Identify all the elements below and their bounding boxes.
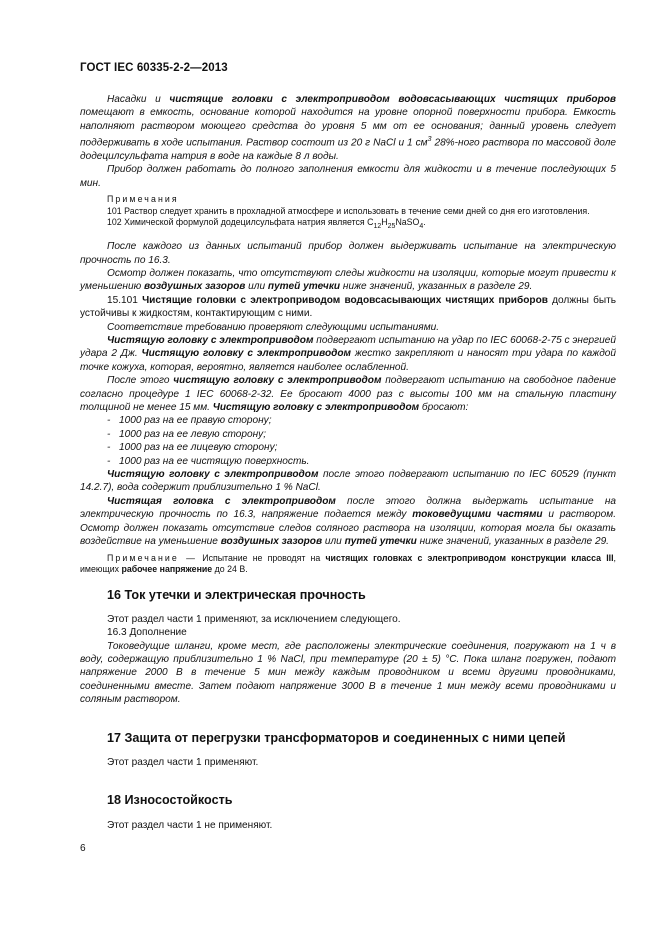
text: помещают в емкость, основание которой находится на уровне опорной поверхности прибора. Емкость наполняют раствором моющего средства до уровня 5 мм от ее основания; данный уровень следует поддерживать в ходе испытания. Раствор состоит из 20 г NaCl и 1 см — [80, 107, 616, 149]
list-item — [80, 441, 616, 454]
text: Насадки и — [107, 94, 170, 105]
list-item — [80, 414, 616, 427]
term: Чистящая головка с электроприводом — [107, 495, 336, 507]
subscript: 25 — [387, 222, 396, 230]
text: или — [245, 281, 268, 293]
paragraph-electric-strength — [80, 495, 616, 549]
clause-15-101 — [80, 294, 616, 321]
text: после этого должна выдержать испытание на электрическую прочность по 16.3, напряжение подается между — [80, 495, 616, 521]
page-body — [80, 93, 616, 832]
term: Чистящую головку с электроприводом — [141, 348, 351, 360]
dash: - — [107, 428, 111, 440]
clause-16-3: 16.3 Дополнение — [107, 627, 187, 639]
term: Чистящую головку с электроприводом — [107, 335, 314, 347]
paragraph-inspection — [80, 267, 616, 294]
notes-title: Примечания — [107, 194, 179, 205]
text: ниже значений, указанных в разделе 29. — [340, 281, 533, 293]
section-17-text: Этот раздел части 1 применяют. — [107, 756, 259, 768]
text: , имеющих — [80, 552, 616, 574]
text: проводниками и соляным раствором. — [80, 680, 616, 706]
term: Чистящую головку с электроприводом — [107, 469, 319, 481]
page-number: 6 — [80, 843, 86, 854]
term: путей утечки — [267, 281, 341, 293]
list-item — [80, 428, 616, 441]
standard-header: ГОСТ IEC 60335-2-2—2013 — [80, 62, 228, 74]
dash: - — [107, 415, 111, 427]
term: рабочее напряжение — [121, 563, 213, 574]
list-item — [80, 455, 616, 468]
text: подвергают испытанию на удар по IEC 60068-2-75 с энергией удара 2 Дж. — [80, 335, 616, 360]
text: Токоведущие шланги, кроме мест, где расположены электрические соединения, погружают на 1 ч в воду, содержащую приблизительно 1 % NaCl, при температуре (20 ± 5) °С. Пока шланг погружен, подают напряжение 2000 В в течение 5 мин между каждым проводником и всеми другими проводниками, соединенными вместе. Затем подают напряжение 3000 В в течение 1 мин между всеми — [80, 640, 616, 692]
text: H — [381, 217, 388, 228]
paragraph-operate: Прибор должен работать до полного заполнения емкости для жидкости и в течение последующих 5 мин. — [80, 164, 616, 189]
section-16-heading: 16 Ток утечки и электрическая прочность — [107, 588, 366, 603]
text: бросают: — [419, 402, 469, 414]
paragraph-drop-test — [80, 374, 616, 414]
term: Чистящие головки с электроприводом водовсасывающих чистящих приборов — [142, 294, 548, 306]
term: чистящую головку с электроприводом — [173, 375, 382, 387]
text: Испытание не проводят на — [197, 552, 326, 563]
term: чистящих головках с электроприводом конструкции класса III — [325, 552, 614, 563]
paragraph-impact-test — [80, 334, 616, 374]
section-17-heading: 17 Защита от перегрузки трансформаторов и соединенных с ними цепей — [107, 730, 566, 745]
text: до 24 В. — [212, 563, 248, 574]
term: токоведущими частями — [412, 509, 543, 521]
note-102 — [80, 217, 616, 232]
text: 28%-ного раствора по массовой доле додецилсульфата натрия в воде на каждые 8 л воды. — [80, 137, 617, 162]
text: жестко закрепляют и наносят три удара по каждой точке кожуха, которая, вероятно, является наиболее ослабленной. — [80, 348, 616, 373]
note-class-iii — [80, 553, 616, 576]
list-item-text: 1000 раз на ее лицевую сторону; — [119, 442, 278, 454]
text: должны быть устойчивы к жидкостям, контактирующим с ними. — [80, 294, 617, 320]
paragraph-hoses — [80, 640, 616, 707]
term: воздушных зазоров — [220, 536, 323, 548]
section-16-intro: Этот раздел части 1 применяют, за исключением следующего. — [107, 613, 401, 625]
section-18-heading: 18 Износостойкость — [107, 793, 233, 808]
text: или — [322, 536, 345, 548]
subscript: 4 — [419, 222, 424, 230]
text: после этого подвергают испытанию по IEC 60529 (пункт 14.2.7), вода содержит приблизительно 1 % NaCl. — [80, 469, 616, 494]
text: подвергают испытанию на свободное падение согласно процедуре 1 IEC 60068-2-32. Ее бросают 4000 раз с высоты 100 мм на стальную пластину толщиной не менее 15 мм. — [80, 375, 616, 414]
list-item-text: 1000 раз на ее левую сторону; — [119, 428, 267, 440]
text: . — [423, 217, 426, 228]
text: После этого — [107, 375, 174, 387]
text: Осмотр должен показать, что отсутствуют следы жидкости на изоляции, которые могут привести к уменьшению — [80, 267, 616, 293]
list-item-text: 1000 раз на ее правую сторону; — [119, 415, 272, 427]
term: чистящие головки с электроприводом водовсасывающих чистящих приборов — [169, 94, 616, 105]
term: Чистящую головку с электроприводом — [212, 402, 420, 414]
text: NaSO — [395, 217, 420, 228]
dash: - — [107, 455, 111, 467]
term: воздушных зазоров — [144, 281, 246, 293]
text: и раствором. Осмотр должен показать отсутствие следов соляного раствора на изоляции, которая могла бы оказать воздействие на уменьшение — [80, 509, 616, 548]
text: ниже значений, указанных в разделе 29. — [416, 536, 609, 548]
note-title: Примечание — — [107, 552, 198, 563]
subscript: 12 — [373, 222, 382, 230]
text: 102 Химической формулой додецилсульфата натрия является C — [107, 217, 374, 228]
paragraph-compliance: Соответствие требованию проверяют следующими испытаниями. — [107, 321, 440, 333]
note-101: 101 Раствор следует хранить в прохладной атмосфере и использовать в течение семи дней со дня его изготовления. — [107, 205, 590, 216]
paragraph-after-tests: После каждого из данных испытаний прибор должен выдерживать испытание на электрическую прочность по 16.3. — [80, 241, 616, 266]
paragraph-water-test — [80, 468, 616, 495]
section-18-text: Этот раздел части 1 не применяют. — [107, 819, 273, 831]
superscript: 3 — [427, 136, 432, 144]
list-item-text: 1000 раз на ее чистящую поверхность. — [119, 455, 310, 467]
clause-number: 15.101 — [107, 294, 143, 306]
paragraph-immersion — [80, 93, 616, 163]
dash: - — [107, 442, 111, 454]
term: путей утечки — [344, 536, 417, 548]
